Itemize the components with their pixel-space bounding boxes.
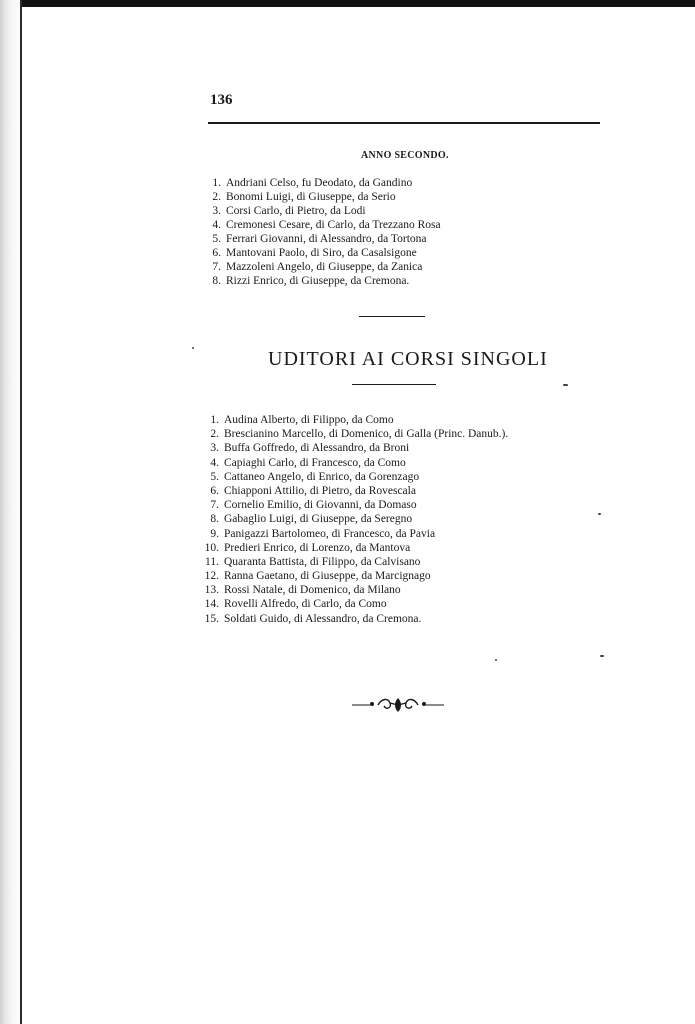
list-item (197, 583, 508, 597)
list-item-number: 13. (204, 584, 219, 597)
page-gutter (0, 0, 22, 1024)
list-item (197, 456, 508, 470)
list-item-number: 6. (210, 484, 219, 497)
list-item (197, 484, 508, 498)
list-item-number: 12. (204, 570, 219, 583)
list-item-text: Cornelio Emilio, di Giovanni, da Domaso (224, 499, 417, 512)
list-item-number: 7. (210, 499, 219, 512)
list-item-number: 7. (212, 261, 221, 273)
list-item (208, 274, 441, 288)
list-item-text: Brescianino Marcello, di Domenico, di Galla (Princ. Danub.). (224, 428, 509, 441)
list-item-number: 11. (205, 555, 219, 568)
list-item-text: Soldati Guido, di Alessandro, da Cremona. (224, 612, 422, 625)
title-underline-rule (352, 384, 436, 385)
list-item (197, 470, 508, 484)
list-item-number: 9. (210, 527, 219, 540)
list-item-text: Predieri Enrico, di Lorenzo, da Mantova (224, 541, 411, 554)
list-item-text: Ranna Gaetano, di Giuseppe, da Marcignago (224, 570, 431, 583)
list-item-text: Capiaghi Carlo, di Francesco, da Como (224, 456, 406, 469)
header-rule (208, 122, 600, 124)
scan-speck (563, 384, 568, 386)
list-item-number: 8. (210, 513, 219, 526)
page-number: 136 (210, 92, 233, 108)
list-item-text: Mazzoleni Angelo, di Giuseppe, da Zanica (226, 261, 423, 273)
fleuron-ornament-icon (352, 694, 444, 716)
list-item (197, 413, 508, 427)
list-item-number: 3. (212, 205, 221, 217)
list-item-number: 14. (204, 598, 219, 611)
scan-speck (495, 659, 497, 661)
list-item (197, 512, 508, 526)
list-item-text: Andriani Celso, fu Deodato, da Gandino (226, 177, 413, 189)
list-item-text: Quaranta Battista, di Filippo, da Calvisano (224, 555, 421, 568)
list-item (208, 246, 441, 260)
list-item-number: 8. (212, 275, 221, 287)
scan-top-edge (0, 0, 695, 7)
list-item-text: Cattaneo Angelo, di Enrico, da Gorenzago (224, 470, 420, 483)
list-item (208, 176, 441, 190)
list-item (197, 597, 508, 611)
list-item-number: 1. (212, 177, 221, 189)
scan-speck (600, 655, 604, 657)
list-item-text: Chiapponi Attilio, di Pietro, da Rovescala (224, 484, 416, 497)
list-item (208, 260, 441, 274)
list-item-text: Bonomi Luigi, di Giuseppe, da Serio (226, 191, 396, 203)
list-item (197, 498, 508, 512)
list-item-text: Mantovani Paolo, di Siro, da Casalsigone (226, 247, 417, 259)
list-item (197, 527, 508, 541)
list-item (208, 204, 441, 218)
list-item-text: Cremonesi Cesare, di Carlo, da Trezzano Rosa (226, 219, 441, 231)
list-item-text: Audina Alberto, di Filippo, da Como (224, 414, 394, 426)
list-item (208, 190, 441, 204)
list-item-number: 1. (210, 414, 219, 426)
scan-speck (192, 347, 194, 349)
list-item-number: 2. (210, 428, 219, 441)
list-item-text: Gabaglio Luigi, di Giuseppe, da Seregno (224, 513, 413, 526)
list-item (197, 541, 508, 555)
list-item-text: Ferrari Giovanni, di Alessandro, da Tortona (226, 233, 427, 245)
list-item-text: Corsi Carlo, di Pietro, da Lodi (226, 205, 366, 217)
list-item-number: 5. (210, 470, 219, 483)
list-item (208, 218, 441, 232)
list-item (197, 612, 508, 626)
list-item-number: 10. (204, 541, 219, 554)
list-item-number: 5. (212, 233, 221, 245)
list-item-number: 3. (210, 442, 219, 455)
uditori-list (197, 413, 508, 626)
binding-edge-line (20, 0, 22, 1024)
list-item (197, 555, 508, 569)
scan-speck (598, 513, 601, 515)
list-item-number: 4. (210, 456, 219, 469)
anno-secondo-list (208, 176, 441, 288)
list-item (197, 441, 508, 455)
list-item (208, 232, 441, 246)
list-item (197, 569, 508, 583)
list-item-number: 2. (212, 191, 221, 203)
list-item-text: Buffa Goffredo, di Alessandro, da Broni (224, 442, 410, 455)
list-item-number: 6. (212, 247, 221, 259)
section-heading: ANNO SECONDO. (361, 150, 449, 161)
list-item-text: Rizzi Enrico, di Giuseppe, da Cremona. (226, 275, 410, 287)
list-item-text: Rossi Natale, di Domenico, da Milano (224, 584, 401, 597)
list-item-text: Panigazzi Bartolomeo, di Francesco, da Pavia (224, 527, 436, 540)
list-item (197, 427, 508, 441)
list-item-text: Rovelli Alfredo, di Carlo, da Como (224, 598, 387, 611)
list-item-number: 15. (204, 612, 219, 625)
list-item-number: 4. (212, 219, 221, 231)
section-title: UDITORI AI CORSI SINGOLI (268, 348, 548, 370)
section-divider-rule (359, 316, 425, 317)
